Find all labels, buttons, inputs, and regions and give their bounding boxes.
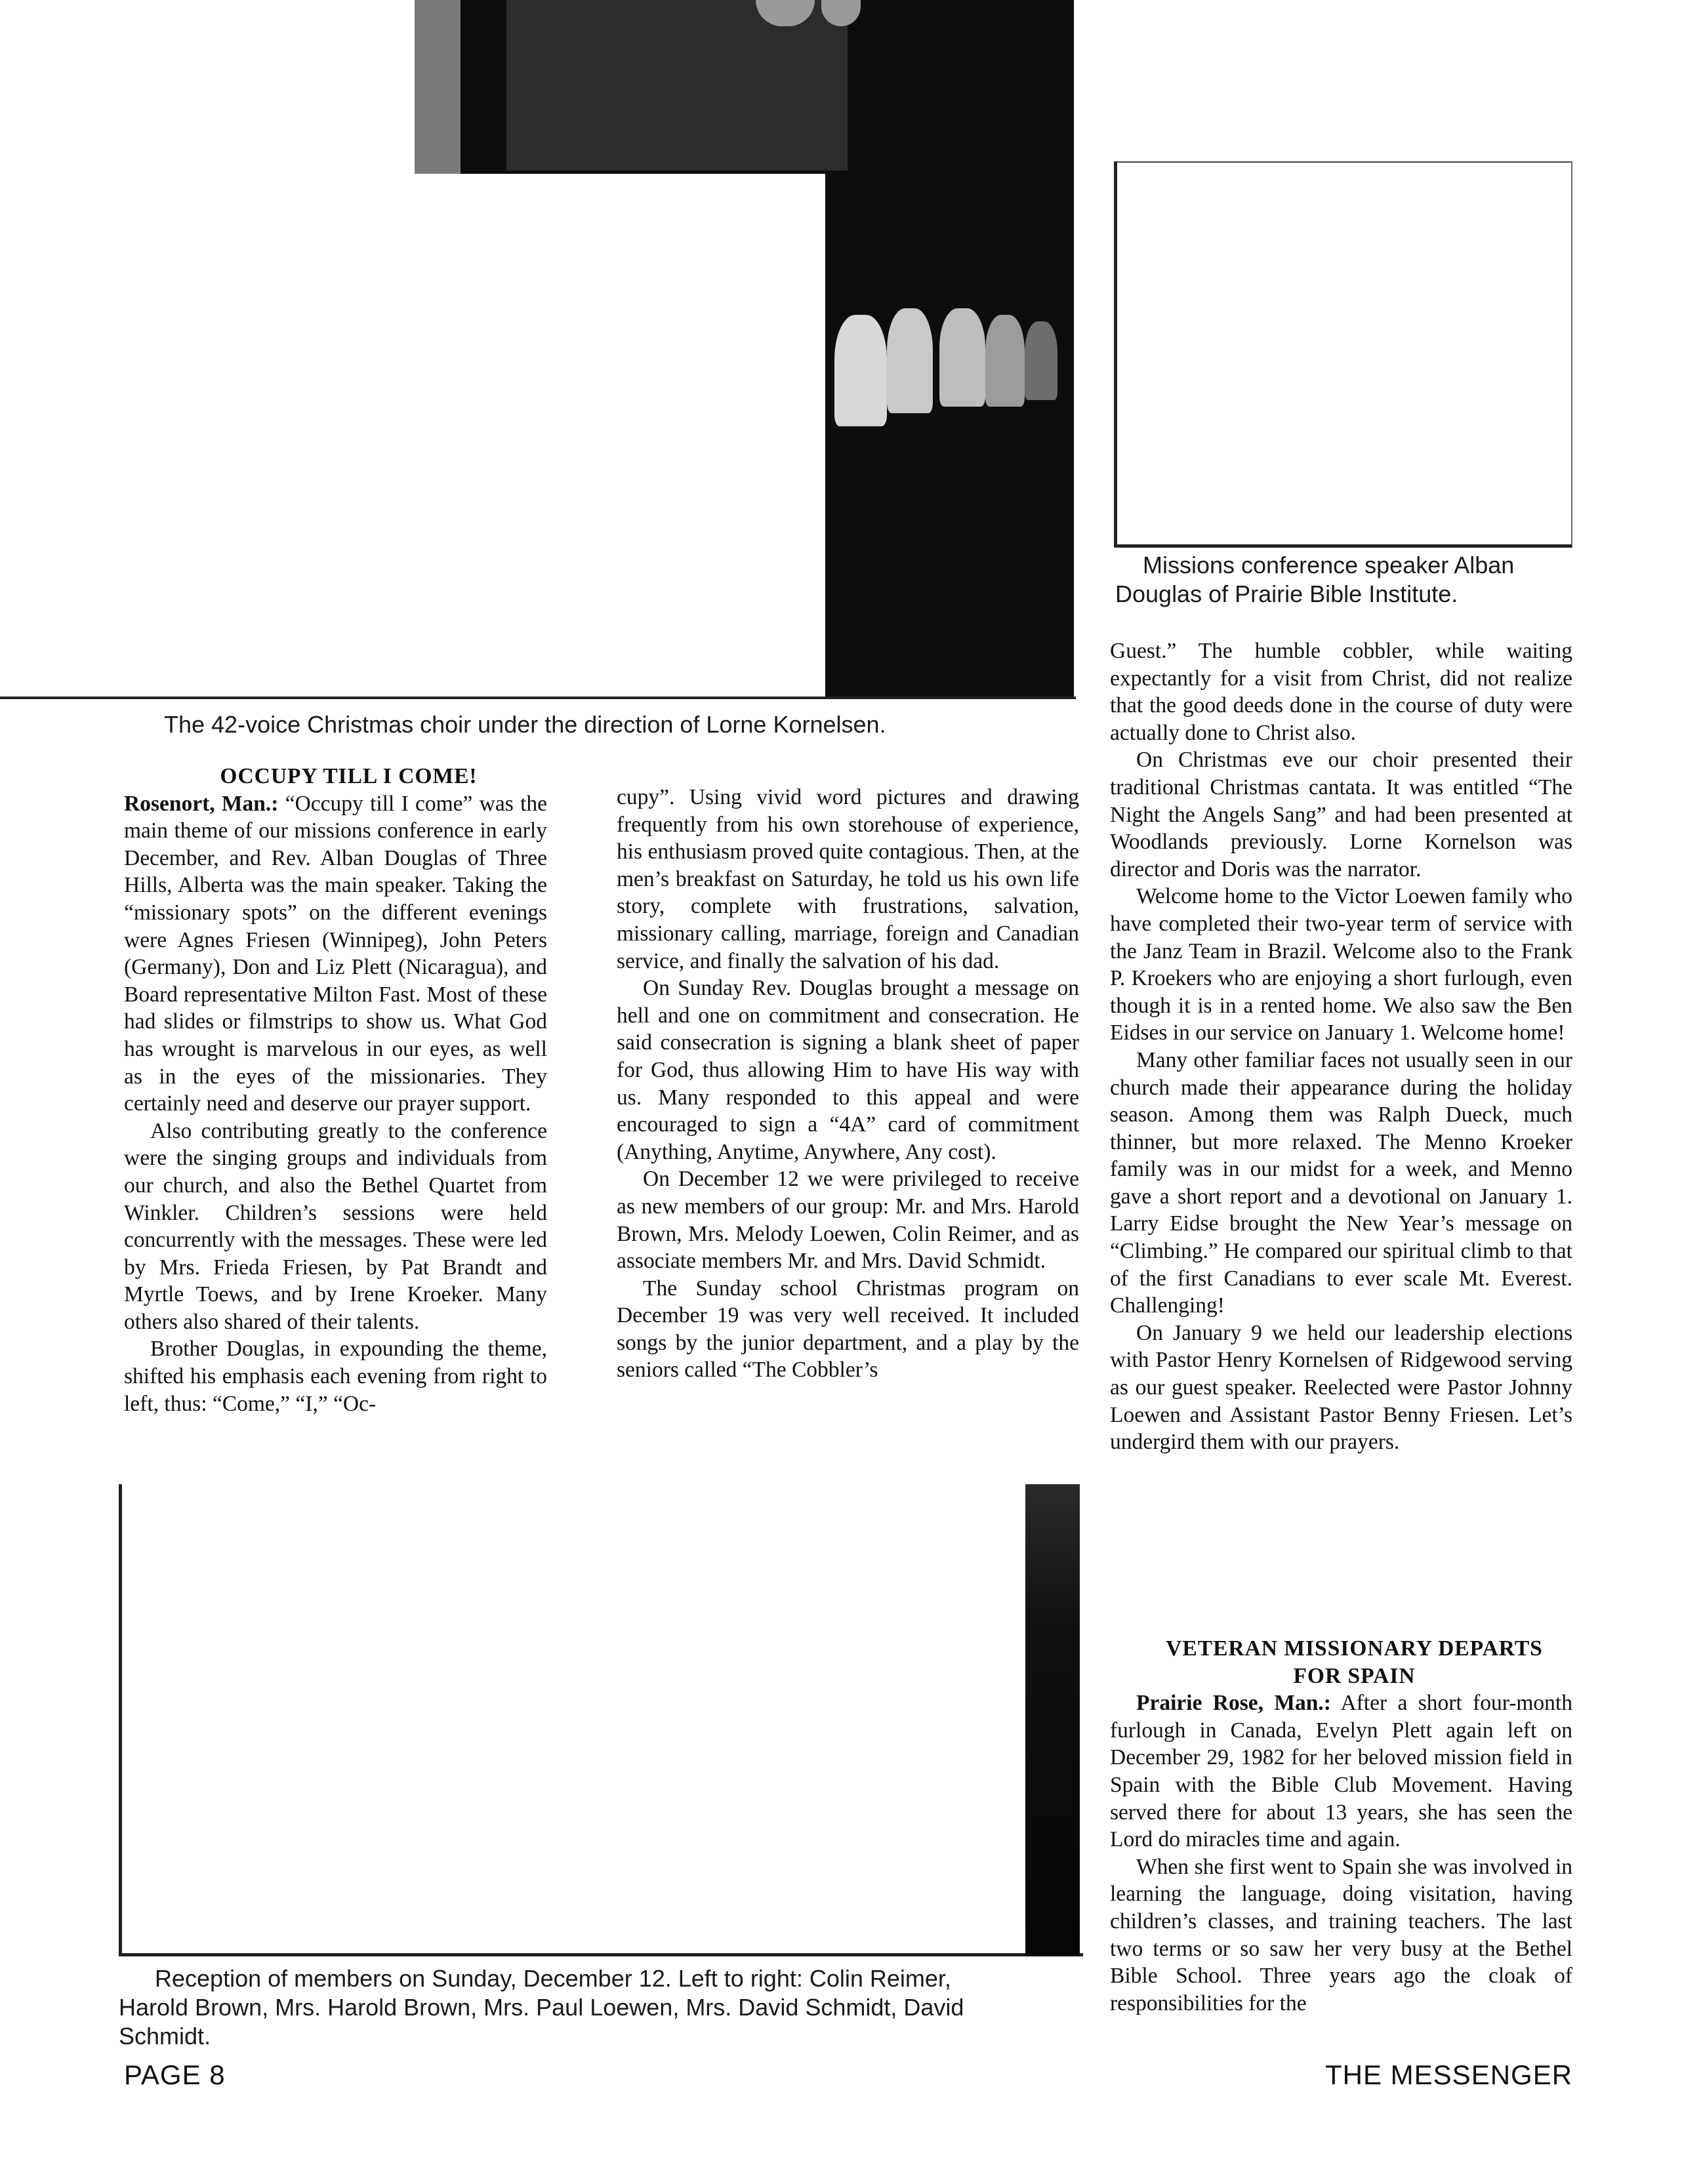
article1-col2-para2: On Sunday Rev. Douglas brought a message on hell and one on commitment and consecration. He said consecration is signing a blank sheet of paper for God, thus allowing Him to have His way with us. Many responded to this appeal and were encouraged to sign a “4A” card of commitment (Anything, Anytime, Anywhere, Any cost).: [617, 976, 1079, 1164]
article1-col2-para4: The Sunday school Christmas program on December 19 was very well received. It included songs by the junior department, and a play by the seniors called “The Cobbler’s: [617, 1276, 1079, 1383]
choir-photo-border: [0, 697, 1076, 699]
article2-place: Prairie Rose, Man.:: [1136, 1691, 1331, 1716]
article1-col2: [617, 784, 1079, 1384]
article1-col1-para3: Brother Douglas, in expounding the theme, shifted his emphasis each evening from right to left, thus: “Come,” “I,” “Oc-: [124, 1337, 547, 1416]
reception-photo: [119, 1484, 1083, 1956]
choir-caption: The 42-voice Christmas choir under the direction of Lorne Kornelsen.: [164, 711, 886, 738]
reception-photo-edge: [1025, 1484, 1080, 1956]
article1-col3-para1: Guest.” The humble cobbler, while waiting expectantly for a visit from Christ, did not realize that the good deeds done in the course of duty were actually done to Christ also.: [1110, 639, 1572, 745]
reception-caption-line3: Schmidt.: [119, 2023, 211, 2050]
reception-caption-line2: Harold Brown, Mrs. Harold Brown, Mrs. Paul Loewen, Mrs. David Schmidt, David: [119, 1994, 964, 2021]
speaker-caption: [1115, 551, 1614, 609]
reception-caption: [119, 1964, 1083, 2051]
article1-col3-para5: On January 9 we held our leadership elections with Pastor Henry Kornelsen of Ridgewood serving as our guest speaker. Reelected were Pastor Johnny Loewen and Assistant Pastor Benny Friesen. Let’s undergird them with our prayers.: [1110, 1320, 1572, 1455]
article1-col2-para3: On December 12 we were privileged to receive as new members of our group: Mr. and Mrs. Harold Brown, Mrs. Melody Loewen, Colin Reimer, and as associate members Mr. and Mrs. David Schmidt.: [617, 1167, 1079, 1274]
article1-headline: OCCUPY TILL I COME!: [220, 764, 478, 788]
reception-caption-line1: Reception of members on Sunday, December 12. Left to right: Colin Reimer,: [155, 1965, 951, 1992]
article2-headline-line1: VETERAN MISSIONARY DEPARTS: [1166, 1636, 1543, 1661]
page-number: PAGE 8: [124, 2059, 226, 2090]
article2-headline-line2: FOR SPAIN: [1293, 1663, 1416, 1688]
publication-name: THE MESSENGER: [1325, 2059, 1573, 2090]
article2-para1: Prairie Rose, Man.: After a short four-month furlough in Canada, Evelyn Plett again left on December 29, 1982 for her beloved mission field in Spain with the Bible Club Movement. Having served there for about 13 years, she has seen the Lord do miracles time and again.: [1110, 1691, 1572, 1852]
article1-col3-para2: On Christmas eve our choir presented their traditional Christmas cantata. It was entitled “The Night the Angels Sang” and had been presented at Woodlands previously. Lorne Kornelson was director and Doris was the narrator.: [1110, 748, 1572, 881]
article2: [1110, 1635, 1572, 2017]
choir-photo-cutout: [0, 174, 825, 702]
article1-col1-para1: Rosenort, Man.: “Occupy till I come” was the main theme of our missions conference in early December, and Rev. Alban Douglas of Three Hills, Alberta was the main speaker. Taking the “missionary spots” on the different evenings were Agnes Friesen (Winnipeg), John Peters (Germany), Don and Liz Plett (Nicaragua), and Board representative Milton Fast. Most of these had slides or filmstrips to show us. What God has wrought is marvelous in our eyes, as well as in the eyes of the missionaries. They certainly need and deserve our prayer support.: [124, 791, 548, 1116]
speaker-caption-line2: Douglas of Prairie Bible Institute.: [1115, 580, 1458, 607]
speaker-caption-line1: Missions conference speaker Alban: [1143, 552, 1515, 578]
article1-col3: [1110, 637, 1572, 1456]
article1-col3-para3: Welcome home to the Victor Loewen family who have completed their two-year term of service with the Janz Team in Brazil. Welcome also to the Frank P. Kroekers who are enjoying a short furlough, even though it is in a rented home. We also saw the Ben Eidses in our service on January 1. Welcome home!: [1110, 884, 1572, 1045]
article1-col1: [124, 763, 547, 1417]
article2-para2: When she first went to Spain she was involved in learning the language, doing visitation, having children’s classes, and training teachers. The last two terms or so saw her very busy at the Bethel Bible School. Three years ago the cloak of responsibilities for the: [1110, 1854, 1572, 2015]
article1-col3-para4: Many other familiar faces not usually seen in our church made their appearance during the holiday season. Among them was Ralph Dueck, much thinner, but more relaxed. The Menno Kroeker family was in our midst for a week, and Menno gave a short report and a devotional on January 1. Larry Eidse brought the New Year’s message on “Climbing.” He compared our spiritual climb to that of the first Canadians to ever scale Mt. Everest. Challenging!: [1110, 1047, 1572, 1318]
speaker-photo: [1114, 161, 1572, 548]
article1-place: Rosenort, Man.:: [124, 791, 279, 816]
article1-col2-para1: cupy”. Using vivid word pictures and drawing frequently from his own storehouse of experience, his enthusiasm proved quite contagious. Then, at the men’s breakfast on Saturday, he told us his own life story, complete with frustrations, salvation, missionary calling, marriage, foreign and Canadian service, and finally the salvation of his dad.: [617, 785, 1079, 973]
article1-col1-para2: Also contributing greatly to the conference were the singing groups and individuals from our church, and also the Bethel Quartet from Winkler. Children’s sessions were held concurrently with the messages. These were led by Mrs. Frieda Friesen, by Pat Brandt and Myrtle Toews, and by Irene Kroeker. Many others also shared of their talents.: [124, 1118, 547, 1334]
